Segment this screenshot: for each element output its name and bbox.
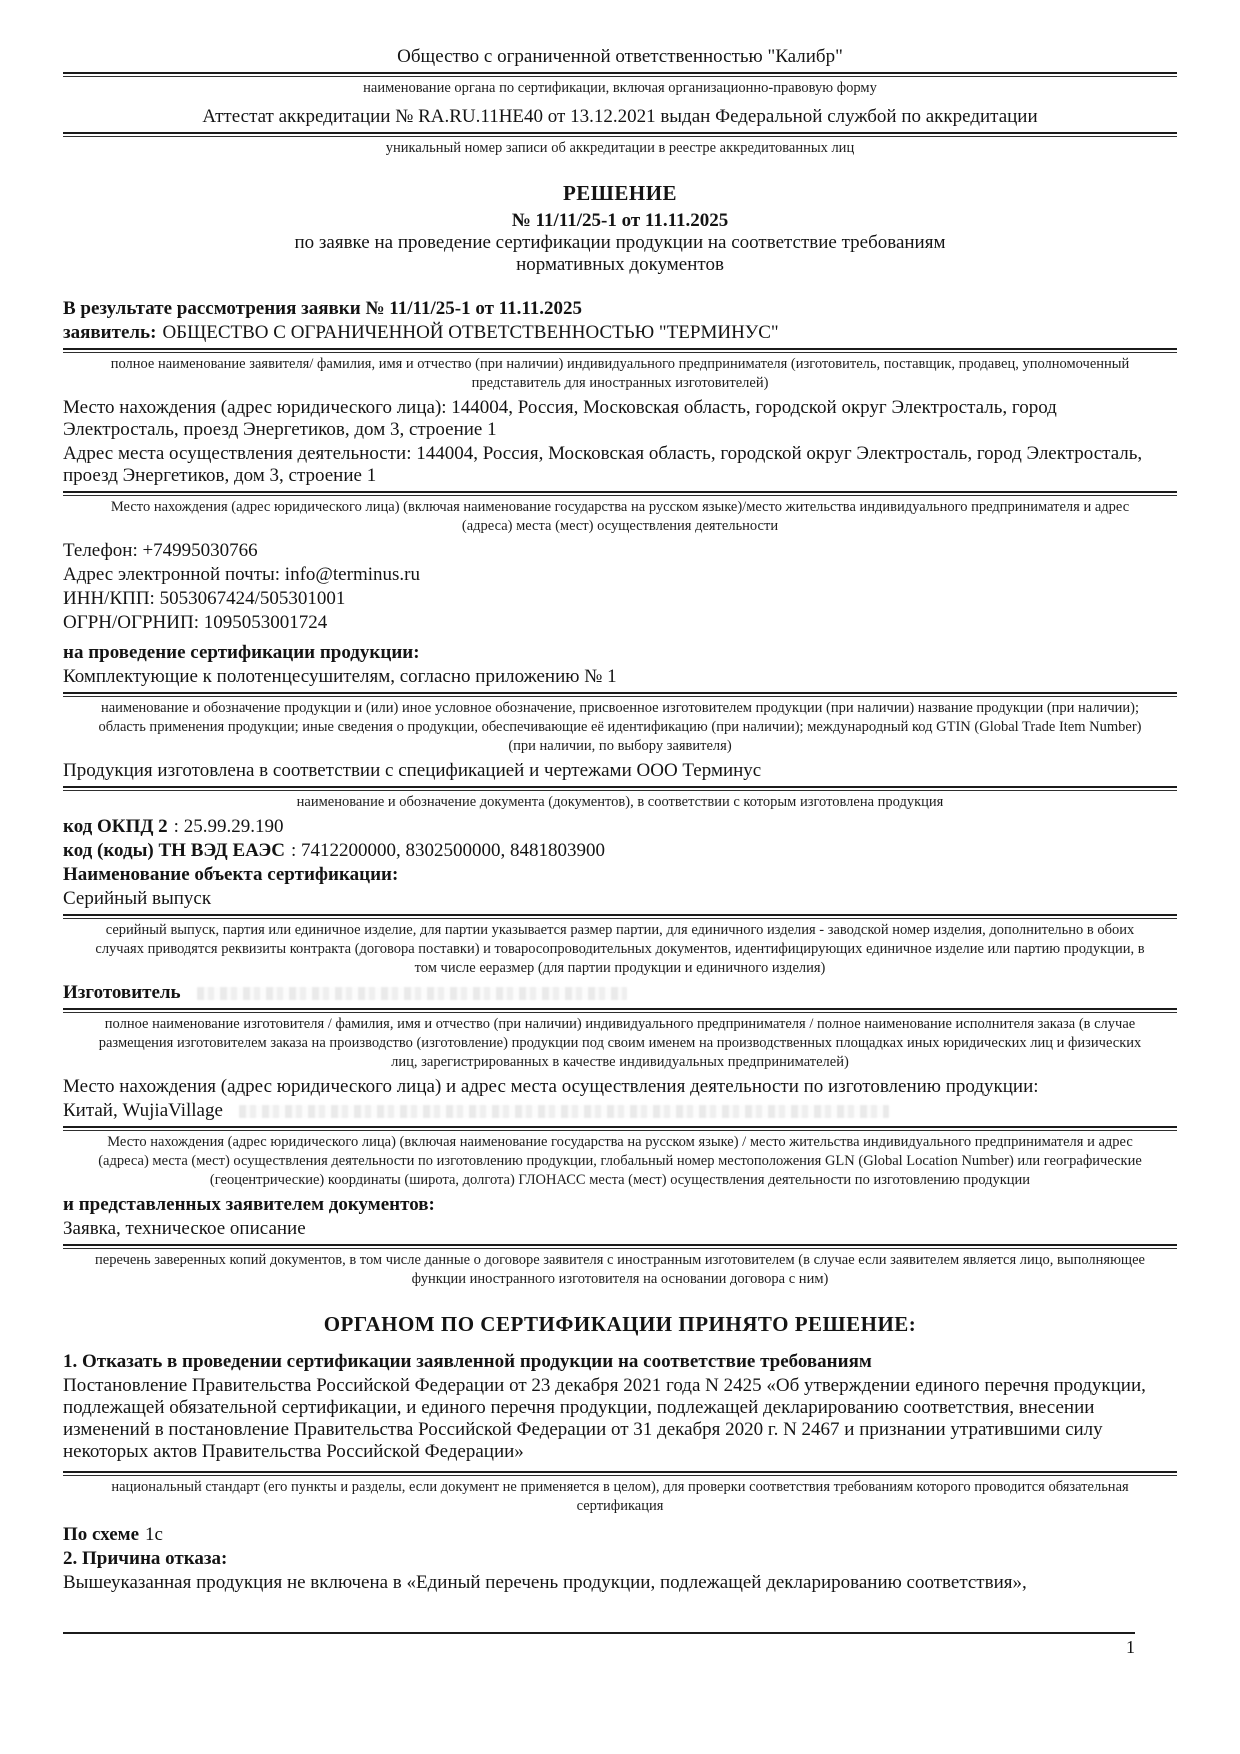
manufacturer-heading: Изготовитель bbox=[63, 982, 181, 1003]
scan-artifact bbox=[197, 987, 627, 1000]
page-footer bbox=[63, 1632, 1177, 1754]
certification-object-value: Серийный выпуск bbox=[63, 888, 212, 909]
standard-caption: национальный стандарт (его пункты и разделы, если документ не применяется в целом), для проверки соответствия требованиям которого проводится обязательная сертификация bbox=[111, 1479, 1129, 1514]
manufacturer-address-value: Китай, WujiaVillage bbox=[63, 1100, 223, 1121]
decision-item2-body: Вышеуказанная продукция не включена в «Единый перечень продукции, подлежащей декларированию соответствия», bbox=[63, 1572, 1027, 1593]
divider bbox=[63, 914, 1177, 919]
document-subtitle-2: нормативных документов bbox=[516, 254, 724, 275]
manufacturer-caption: полное наименование изготовителя / фамилия, имя и отчество (при наличии) индивидуального предпринимателя / полное наименование исполнителя заказа (в случае размещения изготовителем заказа на производство (изготовление) продукции под своим именем на производственных площадках иных юридических лиц и физических лиц, зарегистрированных в качестве индивидуальных предпринимателей) bbox=[98, 1016, 1142, 1070]
phone-line: Телефон: +74995030766 bbox=[63, 540, 258, 561]
okpd-line bbox=[63, 816, 1177, 838]
decision-item1-heading: 1. Отказать в проведении сертификации заявленной продукции на соответствие требованиям bbox=[63, 1351, 872, 1372]
decision-item1-body: Постановление Правительства Российской Федерации от 23 декабря 2021 года N 2425 «Об утверждении единого перечня продукции, подлежащей обязательной сертификации, и единого перечня продукции, подлежащей декларированию соответствия, внесении изменений в постановление Правительства Российской Федерации от 31 декабря 2020 г. N 2467 и признании утратившими силу некоторых актов Правительства Российской Федерации» bbox=[63, 1375, 1146, 1462]
divider bbox=[63, 1244, 1177, 1249]
divider bbox=[63, 1008, 1177, 1013]
org-name: Общество с ограниченной ответственностью "Калибр" bbox=[397, 46, 843, 67]
applicant-value: ОБЩЕСТВО С ОГРАНИЧЕННОЙ ОТВЕТСТВЕННОСТЬЮ "ТЕРМИНУС" bbox=[162, 322, 779, 343]
manufacturer-heading-line bbox=[63, 982, 1177, 1004]
scheme-label: По схеме bbox=[63, 1524, 140, 1545]
divider bbox=[63, 491, 1177, 496]
tnved-value: : 7412200000, 8302500000, 8481803900 bbox=[291, 840, 606, 861]
product-name-caption: наименование и обозначение продукции и (или) иное условное обозначение, присвоенное изготовителем продукции (при наличии) название продукции (при наличии); область применения продукции; иные сведения о продукции, обеспечивающие её идентификацию (при наличии); международный код GTIN (Global Trade Item Number) (при наличии, по выбору заявителя) bbox=[98, 700, 1142, 754]
made-according-line: Продукция изготовлена в соответствии с спецификацией и чертежами ООО Терминус bbox=[63, 760, 762, 781]
okpd-label: код ОКПД 2 bbox=[63, 816, 168, 837]
manufacturer-address-caption: Место нахождения (адрес юридического лица) (включая наименование государства на русском языке) / место жительства индивидуального предпринимателя и адрес (адреса) места (мест) осуществления деятельности по изготовлению продукции, глобальный номер местоположения GLN (Global Location Number) или географические (геоцентрические) координаты (широта, долгота) ГЛОНАСС места (мест) осуществления деятельности по изготовлению продукции bbox=[98, 1134, 1142, 1188]
divider bbox=[63, 1471, 1177, 1476]
divider bbox=[63, 132, 1177, 137]
activity-address: Адрес места осуществления деятельности: 144004, Россия, Московская область, городской округ Электросталь, город Электросталь, проезд Энергетиков, дом 3, строение 1 bbox=[63, 443, 1143, 486]
review-result-line: В результате рассмотрения заявки № 11/11/25-1 от 11.11.2025 bbox=[63, 298, 583, 319]
tnved-label: код (коды) ТН ВЭД ЕАЭС bbox=[63, 840, 286, 861]
divider bbox=[63, 786, 1177, 791]
accreditation-caption: уникальный номер записи об аккредитации в реестре аккредитованных лиц bbox=[385, 140, 855, 156]
product-doc-caption: наименование и обозначение документа (документов), в соответствии с которым изготовлена продукция bbox=[296, 794, 944, 810]
certification-object-heading: Наименование объекта сертификации: bbox=[63, 864, 399, 885]
email-line: Адрес электронной почты: info@terminus.ru bbox=[63, 564, 420, 585]
org-caption: наименование органа по сертификации, включая организационно-правовую форму bbox=[363, 80, 877, 96]
legal-address: Место нахождения (адрес юридического лица): 144004, Россия, Московская область, городской округ Электросталь, город Электросталь, проезд Энергетиков, дом 3, строение 1 bbox=[63, 397, 1057, 440]
inn-kpp-line: ИНН/КПП: 5053067424/505301001 bbox=[63, 588, 346, 609]
page-number: 1 bbox=[1126, 1637, 1135, 1657]
scheme-line bbox=[63, 1524, 1177, 1546]
document-title: РЕШЕНИЕ bbox=[562, 181, 678, 205]
divider bbox=[63, 1126, 1177, 1131]
scan-artifact bbox=[239, 1105, 889, 1118]
scheme-value: 1с bbox=[145, 1524, 163, 1545]
product-name: Комплектующие к полотенцесушителям, согласно приложению № 1 bbox=[63, 666, 617, 687]
address-caption: Место нахождения (адрес юридического лица) (включая наименование государства на русском языке)/место жительства индивидуального предпринимателя и адрес (адреса) места (мест) осуществления деятельности bbox=[110, 499, 1130, 534]
applicant-caption: полное наименование заявителя/ фамилия, имя и отчество (при наличии) индивидуального предпринимателя (изготовитель, поставщик, продавец, уполномоченный представитель для иностранных изготовителей) bbox=[110, 356, 1130, 391]
applicant-line bbox=[63, 322, 1177, 344]
divider bbox=[63, 348, 1177, 353]
tnved-line bbox=[63, 840, 1177, 862]
decision-item2-heading: 2. Причина отказа: bbox=[63, 1548, 228, 1569]
manufacturer-address-intro: Место нахождения (адрес юридического лица) и адрес места осуществления деятельности по изготовлению продукции: bbox=[63, 1076, 1039, 1097]
document-subtitle-1: по заявке на проведение сертификации продукции на соответствие требованиям bbox=[294, 232, 946, 253]
document-number: № 11/11/25-1 от 11.11.2025 bbox=[511, 210, 729, 231]
decision-heading: ОРГАНОМ ПО СЕРТИФИКАЦИИ ПРИНЯТО РЕШЕНИЕ: bbox=[323, 1312, 917, 1336]
documents-heading: и представленных заявителем документов: bbox=[63, 1194, 435, 1215]
documents-caption: перечень заверенных копий документов, в том числе данные о договоре заявителя с иностранным изготовителем (в случае если заявителем является лицо, выполняющее функции иностранного изготовителя на основании договора с ним) bbox=[95, 1252, 1145, 1287]
divider bbox=[63, 72, 1177, 77]
ogrn-line: ОГРН/ОГРНИП: 1095053001724 bbox=[63, 612, 328, 633]
product-section-heading: на проведение сертификации продукции: bbox=[63, 642, 420, 663]
documents-value: Заявка, техническое описание bbox=[63, 1218, 306, 1239]
accreditation-line: Аттестат аккредитации № RA.RU.11НЕ40 от 13.12.2021 выдан Федеральной службой по аккредитации bbox=[202, 106, 1038, 127]
manufacturer-address-line bbox=[63, 1100, 1177, 1122]
divider bbox=[63, 692, 1177, 697]
applicant-label: заявитель: bbox=[63, 322, 157, 343]
certification-object-caption: серийный выпуск, партия или единичное изделие, для партии указывается размер партии, для единичного изделия - заводской номер изделия, дополнительно в обоих случаях приводятся реквизиты контракта (договора поставки) и товаросопроводительных документов, идентифицирующих единичное изделие или партию продукции, в том числе ееразмер (для партии продукции и единичного изделия) bbox=[95, 922, 1145, 976]
okpd-value: : 25.99.29.190 bbox=[173, 816, 284, 837]
